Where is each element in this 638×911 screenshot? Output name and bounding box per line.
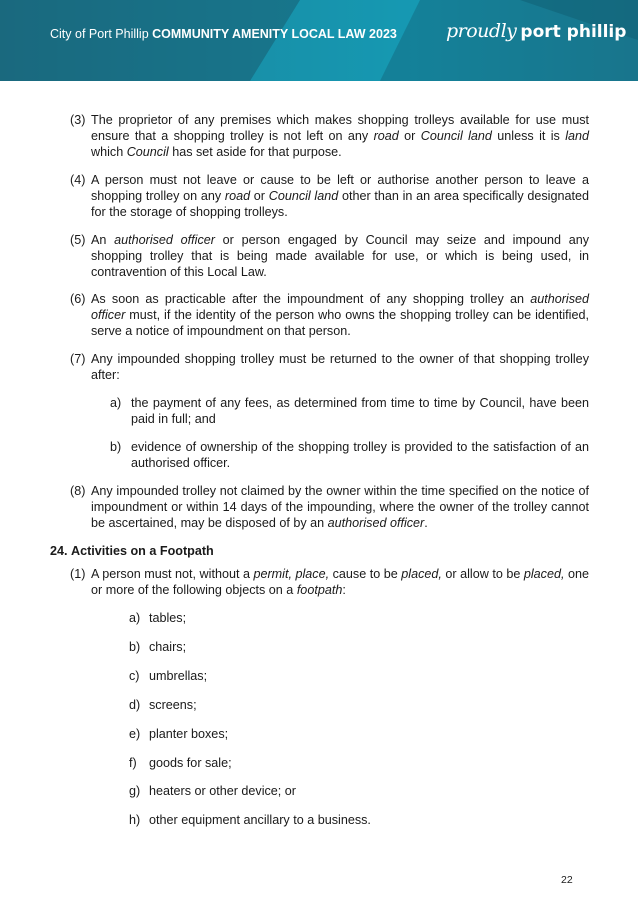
footpath-object-item-text: heaters or other device; or bbox=[149, 784, 297, 799]
footpath-object-item-number: f) bbox=[129, 755, 137, 770]
section-title: Activities on a Footpath bbox=[71, 544, 214, 558]
clause-23-5-text: An authorised officer or person engaged by Council may seize and impound any shopping trolley that is being made available for use, or which is being used, in contravention of this Local Law. bbox=[91, 233, 589, 279]
footpath-object-item-text: chairs; bbox=[149, 639, 187, 654]
clause-23-4-number: (4) bbox=[70, 173, 86, 187]
footpath-object-item-number: g) bbox=[129, 784, 141, 799]
footpath-object-item-text: umbrellas; bbox=[149, 668, 208, 683]
footpath-object-item-text: goods for sale; bbox=[149, 755, 232, 770]
section-24-heading bbox=[50, 543, 214, 559]
clause-24-1-number: (1) bbox=[70, 567, 86, 581]
logo-script: proudly bbox=[446, 20, 517, 42]
clause-7-item-number: b) bbox=[110, 440, 122, 454]
footpath-object-item-number: h) bbox=[129, 813, 141, 828]
title-main: COMMUNITY AMENITY LOCAL LAW 2023 bbox=[152, 27, 397, 41]
footpath-object-item-number: b) bbox=[129, 639, 141, 654]
footpath-object-item-number: a) bbox=[129, 611, 141, 625]
footpath-object-item-text: planter boxes; bbox=[149, 726, 229, 741]
footpath-object-item-text: screens; bbox=[149, 697, 197, 712]
section-number: 24. bbox=[50, 544, 68, 558]
clause-24-1-text: A person must not, without a permit, place, cause to be placed, or allow to be placed, one or more of the following objects on a footpath: bbox=[91, 567, 590, 597]
clause-7-item-text: the payment of any fees, as determined from time to time by Council, have been paid in full; and bbox=[131, 396, 589, 426]
header-banner bbox=[0, 0, 638, 81]
clause-23-8-number: (8) bbox=[70, 484, 86, 498]
clause-23-6-number: (6) bbox=[70, 292, 86, 306]
footpath-object-item-number: e) bbox=[129, 726, 141, 741]
clause-23-5-number: (5) bbox=[70, 233, 86, 247]
clause-23-3-text: The proprietor of any premises which makes shopping trolleys available for use must ensure that a shopping trolley is not left on any road or Council land unless it is land which Council has set aside for that purpose. bbox=[91, 113, 590, 159]
footpath-object-item-text: other equipment ancillary to a business. bbox=[149, 813, 371, 828]
clause-23-4-text: A person must not leave or cause to be left or authorise another person to leave a shopping trolley on any road or Council land other than in an area specifically designated for the storage of shopping trolleys. bbox=[91, 173, 589, 219]
clause-23-7-text: Any impounded shopping trolley must be returned to the owner of that shopping trolley after: bbox=[91, 352, 589, 382]
clause-23-7-number: (7) bbox=[70, 352, 86, 366]
page-number: 22 bbox=[561, 874, 573, 886]
council-logo bbox=[446, 20, 626, 42]
clause-23-6-text: As soon as practicable after the impoundment of any shopping trolley an authorised officer must, if the identity of the person who owns the shopping trolley can be identified, serve a notice of impoundment on that person. bbox=[91, 292, 589, 338]
clause-23-8-text: Any impounded trolley not claimed by the owner within the time specified on the notice of impoundment or within 14 days of the impounding, where the owner of the trolley cannot be ascertained, may be disposed of by an authorised officer. bbox=[91, 484, 589, 530]
logo-word: port phillip bbox=[520, 22, 627, 42]
title-prefix: City of Port Phillip bbox=[50, 27, 149, 41]
footpath-object-item-number: c) bbox=[129, 668, 140, 683]
footpath-object-item-number: d) bbox=[129, 697, 141, 712]
clause-7-item-number: a) bbox=[110, 396, 122, 410]
clause-23-3-number: (3) bbox=[70, 113, 86, 127]
clause-7-item-text: evidence of ownership of the shopping trolley is provided to the satisfaction of an authorised officer. bbox=[131, 440, 589, 470]
document-title bbox=[50, 27, 397, 41]
footpath-object-item-text: tables; bbox=[149, 611, 187, 625]
